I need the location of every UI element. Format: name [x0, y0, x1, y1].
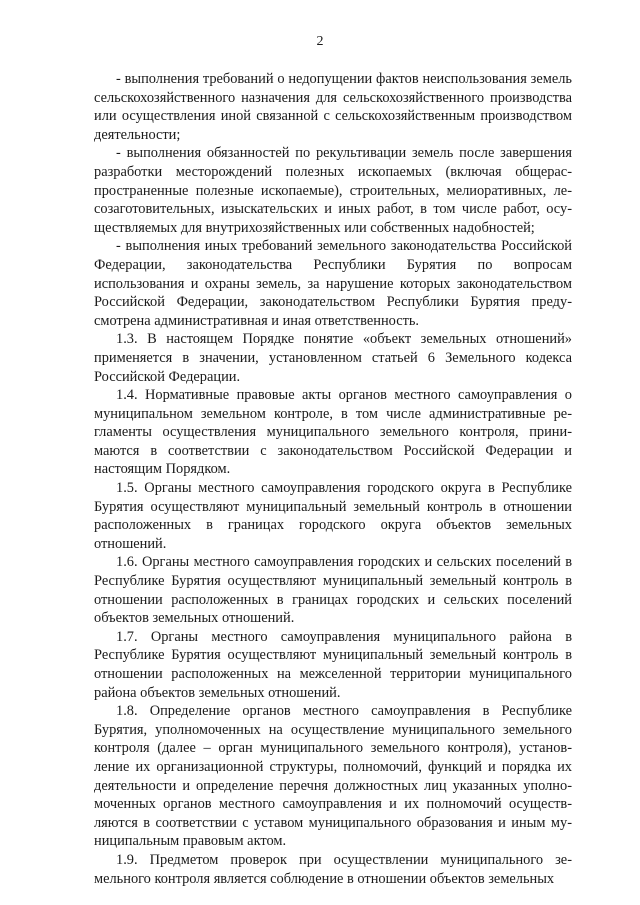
paragraph-1-8: 1.8. Определение органов местного самоуправления в Республике Бурятия, уполномоченных на осуществление муниципального земельного контроля (далее – орган муниципального земельного контроля), установление их организационной структуры, полномочий, функций и порядка их деятельности и определение перечня должностных лиц указанных уполномоченных органов местного самоуправления и их полномочий осуществляются в соответствии с уставом муниципального образования и иным муниципальным правовым актом. — [94, 703, 572, 850]
page-number: 2 — [316, 34, 324, 49]
paragraph-land-use-requirements: - выполнения требований о недопущении фактов неиспользования земель сельскохозяйственного назначения для сельскохозяйственного производства или осуществления иной связанной с сельскохозяйственным производством деятельности; — [94, 71, 572, 143]
paragraph-1-3: 1.3. В настоящем Порядке понятие «объект земельных отношений» применяется в значении, установленном статьей 6 Земельного кодекса Российской Федерации. — [94, 331, 572, 385]
paragraph-1-6: 1.6. Органы местного самоуправления городских и сельских поселений в Республике Бурятия осуществляют муниципальный земельный контроль в отношении расположенных в границах городских и сельских поселений объектов земельных отношений. — [94, 554, 572, 627]
paragraph-recultivation-duties: - выполнения обязанностей по рекультивации земель после завершения разработки месторождений полезных ископаемых (включая общераспространенные полезные ископаемые), строительных, мелиоративных, лесозаготовительных, изыскательских и иных работ, в том числе работ, осуществляемых для внутрихозяйственных или собственных надобностей; — [94, 145, 572, 236]
paragraph-1-4: 1.4. Нормативные правовые акты органов местного самоуправления о муниципальном земельном контроле, в том числе административные регламенты осуществления муниципального земельного контроля, принимаются в соответствии с законодательством Российской Федерации и настоящим Порядком. — [94, 387, 572, 478]
paragraph-1-5: 1.5. Органы местного самоуправления городского округа в Республике Бурятия осуществляют муниципальный земельный контроль в отношении расположенных в границах городского округа объектов земельных отношений. — [94, 480, 572, 552]
paragraph-other-requirements: - выполнения иных требований земельного законодательства Российской Федерации, законодательства Республики Бурятия по вопросам использования и охраны земель, за нарушение которых законодательством Российской Федерации, законодательством Республики Бурятия предусмотрена административная и иная ответственность. — [94, 238, 572, 329]
paragraph-1-7: 1.7. Органы местного самоуправления муниципального района в Республике Бурятия осуществляют муниципальный земельный контроль в отношении расположенных на межселенной территории муниципального района объектов земельных отношений. — [94, 628, 572, 701]
document-body — [94, 70, 572, 888]
paragraph-1-9: 1.9. Предметом проверок при осуществлении муниципального земельного контроля является соблюдение в отношении объектов земельных — [94, 851, 572, 887]
